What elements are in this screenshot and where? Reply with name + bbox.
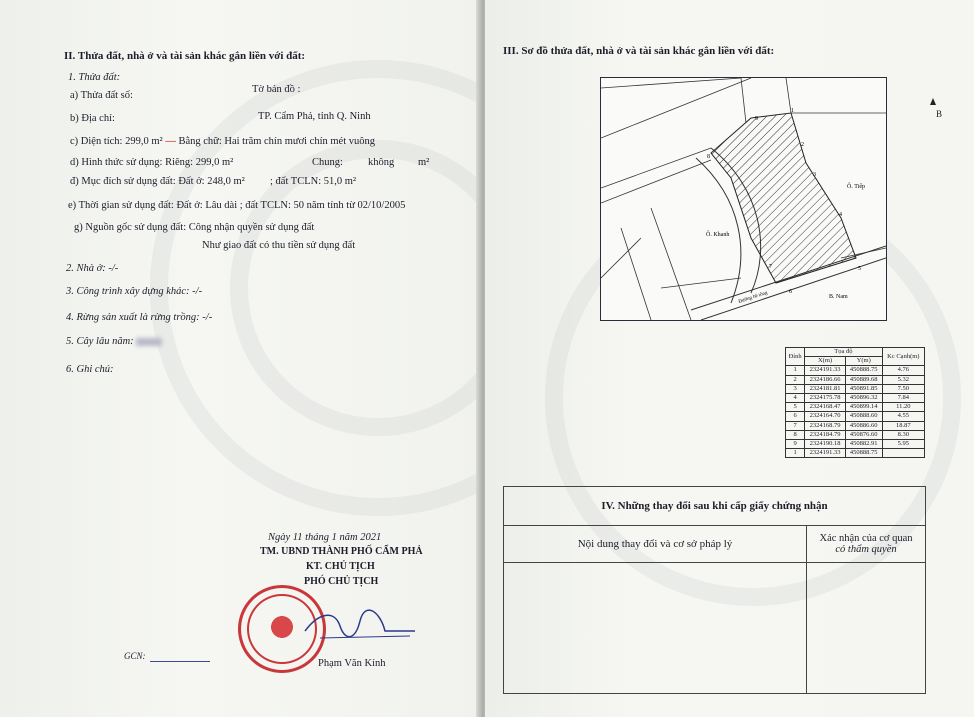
neighbor-tiep: Ô. Tiếp: [847, 184, 866, 190]
coord-row: [786, 439, 925, 448]
coord-cell-x: 2324191.33: [805, 366, 846, 375]
vertex-4: 4: [839, 212, 842, 218]
coord-cell-pt: 8: [786, 430, 805, 439]
usage-form: d) Hình thức sử dụng: Riêng: 299,0 m²: [70, 157, 234, 168]
coord-cell-d: 4.76: [882, 366, 924, 375]
coord-row: [786, 412, 925, 421]
parcel-heading: 1. Thửa đất:: [68, 72, 121, 83]
area-line: [70, 136, 375, 148]
coord-cell-pt: 2: [786, 375, 805, 384]
coord-cell-x: 2324191.33: [805, 449, 846, 458]
coord-header-coord: Tọa độ: [805, 348, 882, 357]
coord-header-x: X(m): [805, 357, 846, 366]
purpose-tcln: ; đất TCLN: 51,0 m²: [270, 176, 357, 187]
coord-cell-x: 2324181.81: [805, 384, 846, 393]
coord-cell-y: 450896.32: [845, 393, 882, 402]
origin-2: Như giao đất có thu tiền sử dụng đất: [202, 240, 356, 251]
coord-header-dist: Kc Cạnh(m): [882, 348, 924, 366]
north-label: B: [936, 109, 943, 119]
parcel-no-label: a) Thửa đất số:: [70, 90, 133, 101]
changes-table: [503, 486, 926, 694]
coord-cell-d: 8.30: [882, 430, 924, 439]
coord-cell-d: 11.20: [882, 403, 924, 412]
area-label: c) Diện tích:: [70, 136, 123, 147]
coordinate-table: [785, 347, 925, 458]
coord-row: [786, 366, 925, 375]
vertex-7: 7: [769, 264, 772, 270]
vertex-1: 1: [791, 108, 794, 114]
coord-cell-x: 2324168.47: [805, 403, 846, 412]
house: 2. Nhà ở: -/-: [66, 263, 119, 274]
coord-cell-x: 2324190.18: [805, 439, 846, 448]
coord-cell-y: 450888.75: [845, 366, 882, 375]
redaction-blur: [136, 338, 162, 346]
vertex-3: 3: [813, 172, 816, 178]
coord-cell-y: 450876.60: [845, 430, 882, 439]
coord-cell-pt: 7: [786, 421, 805, 430]
signer-name: Phạm Văn Kính: [318, 658, 386, 669]
north-arrow-icon: [930, 98, 936, 105]
changes-col-confirm-line1: Xác nhận của cơ quan: [819, 533, 913, 544]
date-line: Ngày 11 tháng 1 năm 2021: [268, 532, 382, 543]
vertex-9: 9: [755, 116, 758, 122]
neighbor-nam: B. Nam: [829, 294, 848, 300]
forest: 4. Rừng sản xuất là rừng trồng: -/-: [66, 312, 213, 323]
coord-row: [786, 449, 925, 458]
coord-cell-d: 7.84: [882, 393, 924, 402]
coord-cell-d: 5.32: [882, 375, 924, 384]
gcn-handwriting: [150, 651, 210, 662]
area-mark: —: [165, 136, 176, 147]
section-ii-title: II. Thửa đất, nhà ở và tài sản khác gắn liền với đất:: [64, 50, 306, 62]
changes-empty-confirm: [807, 563, 926, 694]
perennial: 5. Cây lâu năm:: [66, 336, 134, 347]
coord-cell-d: 18.87: [882, 421, 924, 430]
section-iii-title: III. Sơ đồ thửa đất, nhà ở và tài sản khác gắn liền với đất:: [503, 45, 775, 57]
duration: e) Thời gian sử dụng đất: Đất ở: Lâu dài ; đất TCLN: 50 năm tính từ 02/10/2005: [68, 200, 406, 211]
coord-cell-y: 450886.60: [845, 421, 882, 430]
coord-cell-pt: 9: [786, 439, 805, 448]
authority: TM. UBND THÀNH PHỐ CẨM PHẢ: [260, 546, 423, 557]
coord-cell-y: 450888.75: [845, 449, 882, 458]
coord-cell-y: 450888.60: [845, 412, 882, 421]
neighbor-khanh: Ô. Khanh: [706, 232, 730, 238]
parcel-sketch: [601, 78, 886, 320]
coord-cell-x: 2324186.66: [805, 375, 846, 384]
coord-row: [786, 375, 925, 384]
coord-cell-y: 450882.91: [845, 439, 882, 448]
coord-cell-pt: 3: [786, 384, 805, 393]
coord-cell-pt: 1: [786, 366, 805, 375]
signature-icon: [300, 606, 420, 646]
notes: 6. Ghi chú:: [66, 364, 114, 375]
vertex-5: 5: [858, 266, 861, 272]
coord-header-point: Đỉnh: [786, 348, 805, 366]
coord-cell-d: 7.50: [882, 384, 924, 393]
coord-row: [786, 421, 925, 430]
changes-col-content: Nội dung thay đổi và cơ sở pháp lý: [504, 526, 807, 563]
map-sheet-label: Tờ bản đồ :: [252, 84, 301, 95]
coord-cell-x: 2324175.78: [805, 393, 846, 402]
area-value: 299,0 m²: [125, 136, 163, 147]
gcn-label: GCN:: [124, 651, 146, 661]
construction: 3. Công trình xây dựng khác: -/-: [66, 286, 203, 297]
coord-cell-pt: 5: [786, 403, 805, 412]
coord-row: [786, 384, 925, 393]
changes-col-confirm: [807, 526, 926, 563]
coord-cell-y: 450899.14: [845, 403, 882, 412]
coord-cell-pt: 6: [786, 412, 805, 421]
coord-cell-d: 5.95: [882, 439, 924, 448]
perennial-line: [66, 336, 162, 348]
road-label: Đường bê tông: [738, 290, 769, 305]
coord-cell-y: 450891.85: [845, 384, 882, 393]
coord-cell-pt: 4: [786, 393, 805, 402]
coord-cell-y: 450889.68: [845, 375, 882, 384]
coord-cell-d: [882, 449, 924, 458]
changes-title: IV. Những thay đổi sau khi cấp giấy chứng nhận: [504, 487, 926, 526]
coord-row: [786, 393, 925, 402]
kt-chairman: KT. CHỦ TỊCH: [306, 561, 375, 572]
changes-empty-content: [504, 563, 807, 694]
coord-cell-x: 2324168.79: [805, 421, 846, 430]
vice-chairman: PHÓ CHỦ TỊCH: [304, 576, 379, 587]
area-words: Bằng chữ: Hai trăm chín mươi chín mét vuông: [178, 136, 375, 147]
shared-value: không: [368, 157, 395, 168]
parcel-diagram: [600, 77, 887, 321]
shared-unit: m²: [418, 157, 430, 168]
vertex-2: 2: [801, 142, 804, 148]
coord-row: [786, 430, 925, 439]
coord-cell-d: 4.55: [882, 412, 924, 421]
address-label: b) Địa chỉ:: [70, 113, 115, 124]
coord-header-y: Y(m): [845, 357, 882, 366]
changes-col-confirm-line2: có thẩm quyền: [835, 544, 897, 555]
coord-cell-x: 2324164.70: [805, 412, 846, 421]
origin: g) Nguồn gốc sử dụng đất: Công nhận quyền sử dụng đất: [74, 222, 315, 233]
shared-label: Chung:: [312, 157, 343, 168]
coord-cell-pt: 1: [786, 449, 805, 458]
vertex-6: 6: [789, 289, 792, 295]
purpose: đ) Mục đích sử dụng đất: Đất ở: 248,0 m²: [70, 176, 245, 187]
left-page: [0, 0, 482, 717]
vertex-8: 8: [707, 154, 710, 160]
coord-row: [786, 403, 925, 412]
address-value: TP. Cẩm Phả, tỉnh Q. Ninh: [258, 111, 371, 122]
coord-cell-x: 2324184.79: [805, 430, 846, 439]
